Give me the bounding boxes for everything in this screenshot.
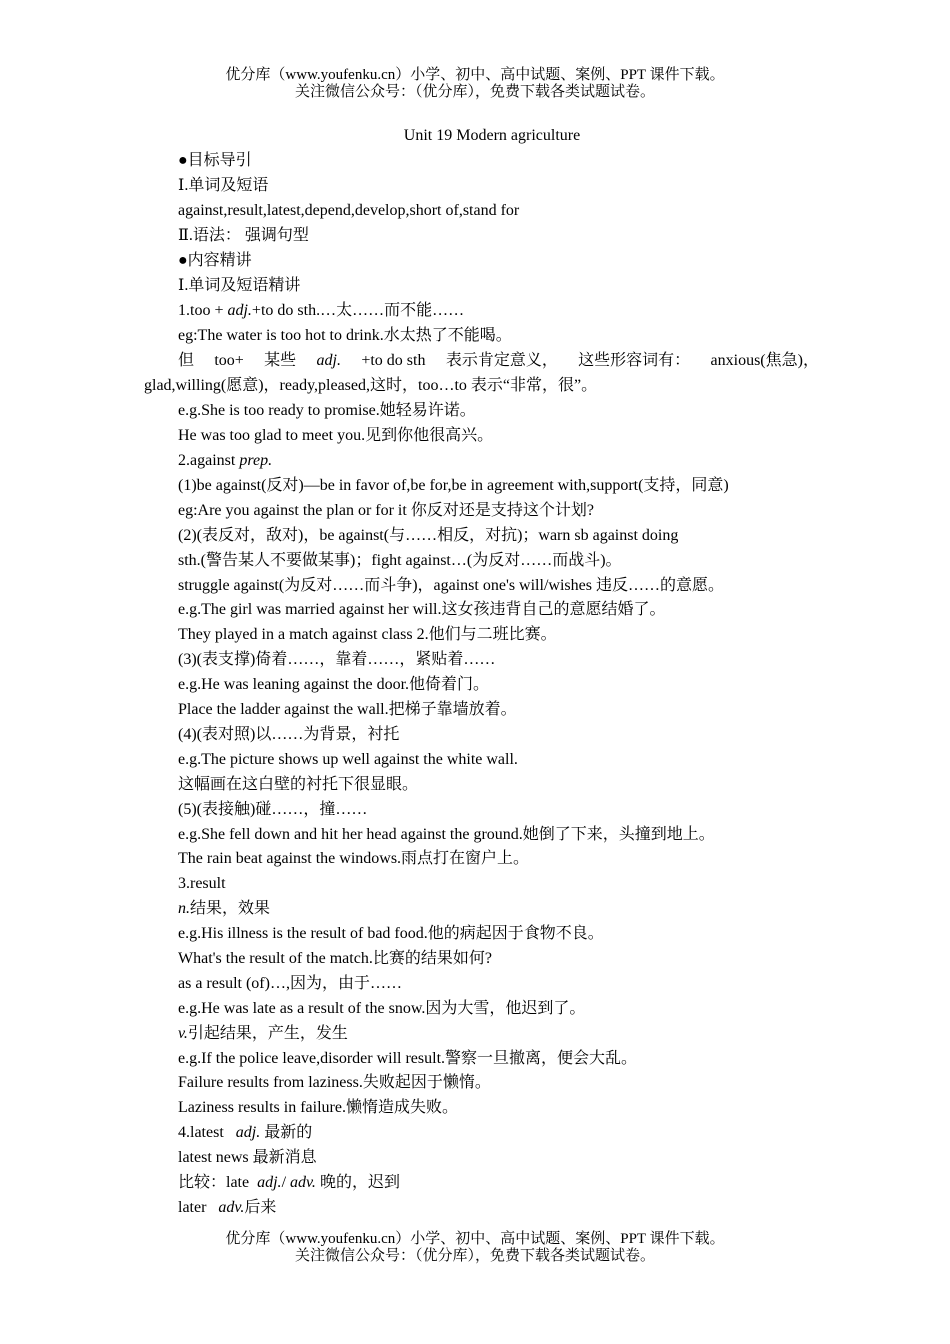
text: 后来 bbox=[244, 1199, 277, 1216]
text: 晚的，迟到 bbox=[315, 1174, 400, 1191]
page-header bbox=[0, 67, 950, 101]
pos-verb-line bbox=[178, 1024, 348, 1044]
content-line: (4)(表对照)以……为背景，衬托 bbox=[178, 726, 400, 743]
vocab-list: against,result,latest,depend,develop,short of,stand for bbox=[178, 202, 520, 219]
text: later bbox=[178, 1199, 219, 1216]
item-too-adj bbox=[178, 301, 464, 321]
header-line-2: 关注微信公众号：（优分库），免费下载各类试题试卷。 bbox=[294, 84, 655, 100]
example-line: What's the result of the match.比赛的结果如何? bbox=[178, 950, 492, 967]
footer-line-2: 关注微信公众号：（优分库），免费下载各类试题试卷。 bbox=[294, 1248, 655, 1264]
example-line: e.g.If the police leave,disorder will result.警察一旦撤离，便会大乱。 bbox=[178, 1050, 638, 1067]
example-line: e.g.The picture shows up well against the white wall. bbox=[178, 751, 518, 768]
footer-line-1: 优分库（www.youfenku.cn）小学、初中、高中试题、案例、PPT 课件下载。 bbox=[225, 1231, 725, 1247]
pos-label: v. bbox=[178, 1025, 188, 1042]
translation-line: 这幅画在这白壁的衬托下很显眼。 bbox=[178, 776, 419, 793]
item-against bbox=[178, 451, 272, 471]
text: too+ bbox=[214, 352, 244, 369]
example-line: e.g.His illness is the result of bad food.他的病起因于食物不良。 bbox=[178, 925, 604, 942]
text: 表示肯定意义， bbox=[445, 352, 558, 369]
example-line: e.g.She fell down and hit her head against the ground.她倒了下来，头撞到地上。 bbox=[178, 826, 715, 843]
item-result: 3.result bbox=[178, 875, 226, 892]
pos-label: adv. bbox=[290, 1174, 316, 1191]
example-line: e.g.He was leaning against the door.他倚着门。 bbox=[178, 676, 490, 693]
subheading-vocab-detail: Ⅰ.单词及短语精讲 bbox=[178, 277, 301, 294]
example-line: e.g.He was late as a result of the snow.因为大雪，他迟到了。 bbox=[178, 1000, 586, 1017]
text: 2.against bbox=[178, 452, 240, 469]
page-footer bbox=[0, 1231, 950, 1265]
example-line: He was too glad to meet you.见到你他很高兴。 bbox=[178, 427, 494, 444]
example-line: They played in a match against class 2.他们与二班比赛。 bbox=[178, 626, 557, 643]
text: anxious(焦急)， bbox=[710, 352, 819, 369]
pos-label: adv. bbox=[218, 1199, 245, 1216]
continued-line: glad,willing(愿意)，ready,pleased,这时，too…to 表示“非常，很”。 bbox=[144, 377, 598, 394]
text: 最新的 bbox=[260, 1124, 313, 1141]
item-latest bbox=[178, 1123, 312, 1143]
text: / bbox=[281, 1174, 291, 1191]
content-line: (2)(表反对，敌对)，be against(与……相反，对抗)；warn sb against doing bbox=[178, 527, 679, 544]
text: 1.too + bbox=[178, 302, 228, 319]
text: 这些形容词有： bbox=[578, 352, 691, 369]
section-goals-heading: ●目标导引 bbox=[178, 152, 252, 169]
text: 引起结果，产生，发生 bbox=[187, 1025, 348, 1042]
content-line: (3)(表支撑)倚着……，靠着……，紧贴着…… bbox=[178, 651, 496, 668]
text: 4.latest bbox=[178, 1124, 236, 1141]
content-line: (5)(表接触)碰……，撞…… bbox=[178, 801, 368, 818]
content-line: (1)be against(反对)—be in favor of,be for,be in agreement with,support(支持，同意) bbox=[178, 477, 729, 494]
example-line: The rain beat against the windows.雨点打在窗户上。 bbox=[178, 850, 530, 867]
pos-label: adj. bbox=[227, 302, 252, 319]
example-line: Laziness results in failure.懒惰造成失败。 bbox=[178, 1099, 458, 1116]
pos-label: n. bbox=[178, 900, 190, 917]
example-line: eg:Are you against the plan or for it 你反对还是支持这个计划? bbox=[178, 502, 594, 519]
pos-label: prep. bbox=[239, 452, 273, 469]
content-line: latest news 最新消息 bbox=[178, 1149, 317, 1166]
content-line: sth.(警告某人不要做某事)；fight against…(为反对……而战斗)。 bbox=[178, 552, 622, 569]
example-line: e.g.The girl was married against her will.这女孩违背自己的意愿结婚了。 bbox=[178, 601, 666, 618]
text: 某些 bbox=[264, 352, 297, 369]
example-line: Place the ladder against the wall.把梯子靠墙放着。 bbox=[178, 701, 517, 718]
example-line: eg:The water is too hot to drink.水太热了不能喝。 bbox=[178, 327, 512, 344]
justified-line bbox=[178, 351, 819, 371]
subheading-grammar: Ⅱ.语法： 强调句型 bbox=[178, 227, 309, 244]
content-line: struggle against(为反对……而斗争)，against one's will/wishes 违反……的意愿。 bbox=[178, 577, 724, 594]
text: 结果，效果 bbox=[190, 900, 271, 917]
text: +to do sth bbox=[361, 352, 426, 369]
pos-label: adj. bbox=[257, 1174, 282, 1191]
document-title: Unit 19 Modern agriculture bbox=[403, 127, 581, 144]
pos-label: adj. bbox=[235, 1124, 261, 1141]
comparison-line bbox=[178, 1173, 400, 1193]
pos-label: adj. bbox=[316, 352, 341, 369]
example-line: Failure results from laziness.失败起因于懒惰。 bbox=[178, 1074, 491, 1091]
subheading-vocab: Ⅰ.单词及短语 bbox=[178, 177, 269, 194]
header-line-1: 优分库（www.youfenku.cn）小学、初中、高中试题、案例、PPT 课件下载。 bbox=[225, 67, 725, 83]
pos-noun-line bbox=[178, 899, 270, 919]
content-line bbox=[178, 1198, 276, 1218]
content-line: as a result (of)…,因为，由于…… bbox=[178, 975, 402, 992]
example-line: e.g.She is too ready to promise.她轻易许诺。 bbox=[178, 402, 476, 419]
text: 比较：late bbox=[178, 1174, 258, 1191]
section-content-heading: ●内容精讲 bbox=[178, 252, 252, 269]
text: 但 bbox=[178, 352, 195, 369]
text: +to do sth.…太……而不能…… bbox=[251, 302, 465, 319]
